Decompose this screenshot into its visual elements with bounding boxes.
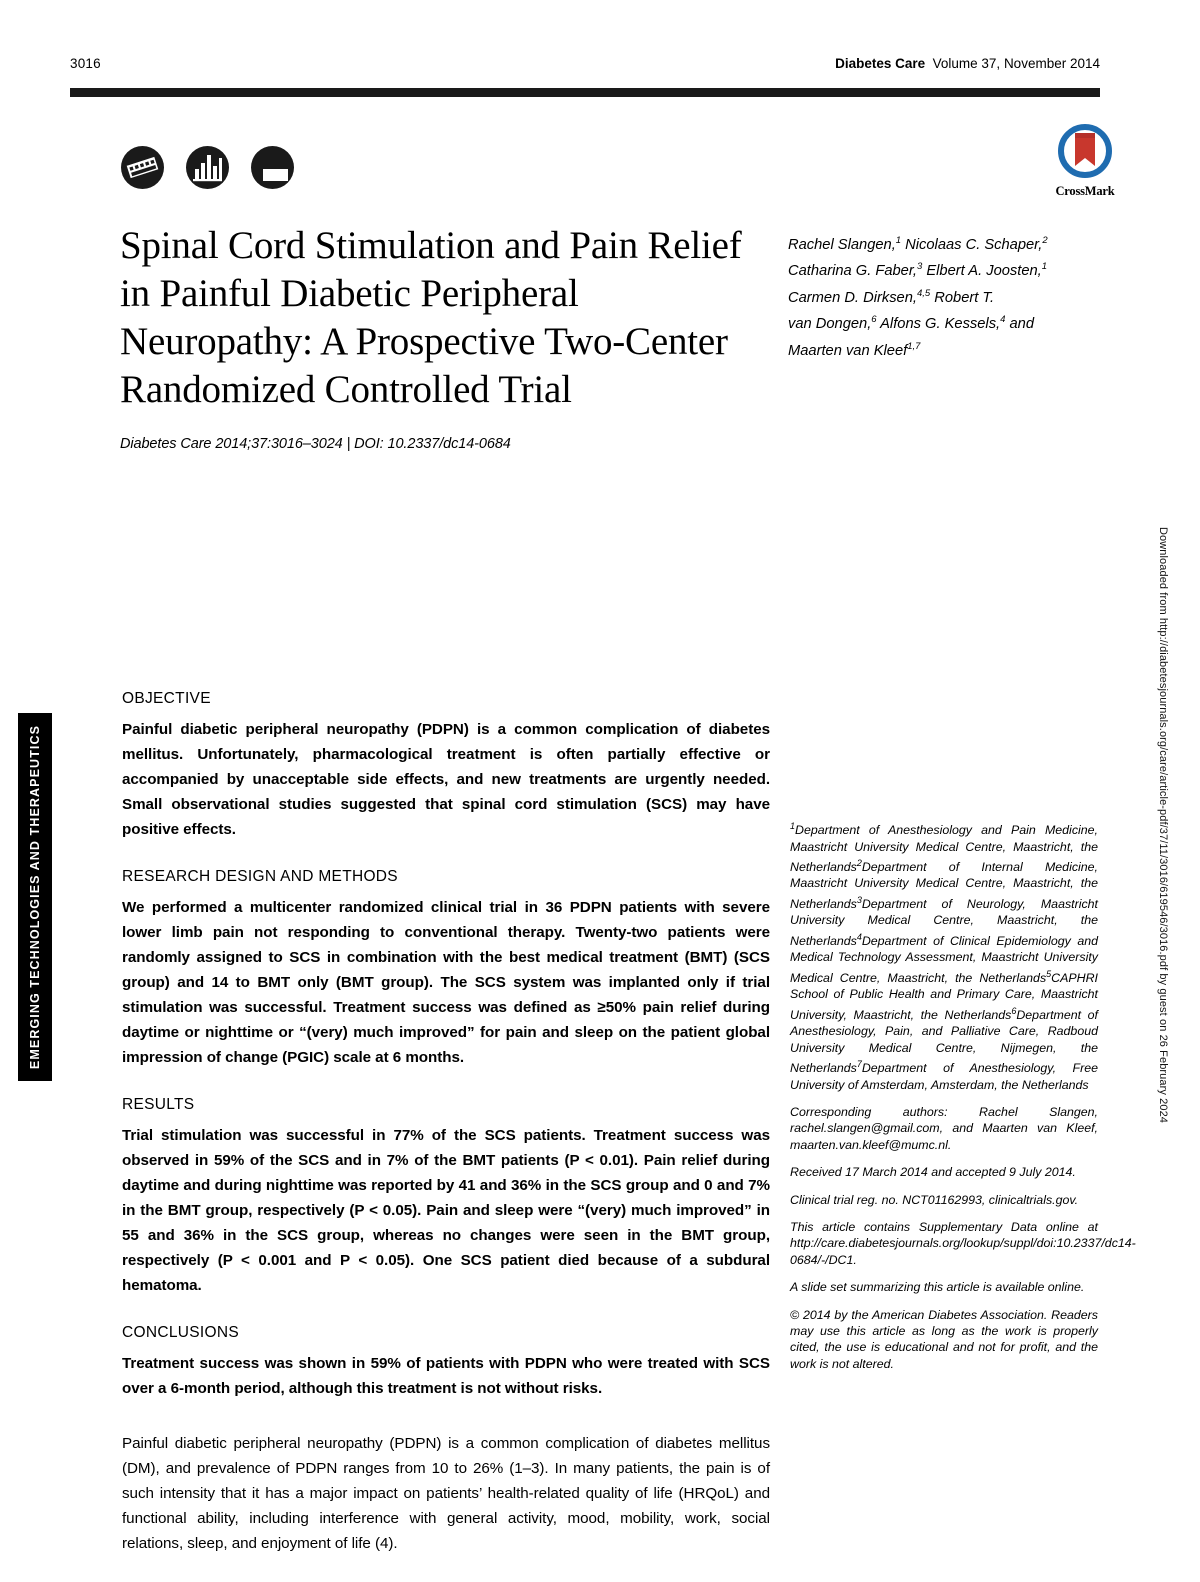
crossmark-logo[interactable] — [1048, 124, 1122, 199]
author-affil-marker: 1 — [1041, 261, 1048, 273]
citation-line: Diabetes Care 2014;37:3016–3024 | DOI: 10.2337/dc14-0684 — [120, 436, 511, 452]
crossmark-label: CrossMark — [1055, 184, 1115, 198]
journal-info — [835, 56, 1100, 71]
corresponding-authors: Corresponding authors: Rachel Slangen, rachel.slangen@gmail.com, and Maarten van Kleef, maarten.van.kleef@mumc.nl. — [790, 1104, 1098, 1152]
running-head — [70, 56, 1100, 71]
page-folio: 3016 — [70, 56, 101, 71]
conclusions-text: Treatment success was shown in 59% of patients with PDPN who were treated with SCS over a 6-month period, although this treatment is not without risks. — [122, 1355, 770, 1397]
header-rule — [70, 88, 1100, 97]
methods-heading: RESEARCH DESIGN AND METHODS — [122, 868, 398, 885]
methods-text: We performed a multicenter randomized clinical trial in 36 PDPN patients with severe lower limb pain not responding to conventional therapy. Twenty-two patients were randomly assigned to SCS in combination with the best medical treatment (BMT) (SCS group) and 14 to BMT only (BMT group). The SCS system was implanted only if trial stimulation was successful. Treatment success was defined as ≥50% pain relief during daytime or nighttime or “(very) much improved” for pain and sleep on the patient global impression of change (PGIC) scale at 6 months. — [122, 899, 770, 1066]
affiliation-marker: 7 — [856, 1059, 862, 1070]
results-text: Trial stimulation was successful in 77% of the SCS patients. Treatment success was observed in 59% of the SCS and in 7% of the BMT patients (P < 0.01). Pain relief during daytime and during nighttime was reported by 41 and 36% in the SCS group and 0 and 7% in the BMT group, respectively (P < 0.05). Pain and sleep were “(very) much improved” in 55 and 36% in the SCS group, whereas no changes were seen in the BMT group, respectively (P < 0.001 and P < 0.05). One SCS patient died because of a subdural hematoma. — [122, 1127, 770, 1294]
author-affil-marker: 4 — [1000, 314, 1006, 326]
author-name: Elbert A. Joosten, — [922, 263, 1042, 280]
affiliation-marker: 5 — [1046, 968, 1052, 979]
affiliation-text: Department of Internal Medicine, Maastricht University Medical Centre, Maastricht, the Netherlands — [790, 860, 1098, 911]
author-affil-marker: 1,7 — [907, 340, 921, 352]
intro-paragraph: Painful diabetic peripheral neuropathy (PDPN) is a common complication of diabetes mellitus (DM), and prevalence of PDPN ranges from 10 to 26% (1–3). In many patients, the pain is of such intensity that it has a major impact on patients’ health-related quality of life (HRQoL) and functional ability, including interference with general activity, mood, mobility, work, social relations, sleep, and enjoyment of life (4). — [122, 1435, 770, 1552]
affiliation-marker: 3 — [856, 894, 862, 905]
trial-registration: Clinical trial reg. no. NCT01162993, clinicaltrials.gov. — [790, 1192, 1079, 1207]
author-name: Robert T. — [930, 289, 995, 306]
page-title: Spinal Cord Stimulation and Pain Relief in Painful Diabetic Peripheral Neuropathy: A Prospective Two-Center Randomized Controlled Trial — [120, 224, 742, 411]
download-watermark — [1154, 455, 1172, 1195]
affiliation-list — [790, 818, 1098, 1093]
author-affil-marker: 6 — [871, 314, 877, 326]
received-accepted: Received 17 March 2014 and accepted 9 July 2014. — [790, 1165, 1076, 1180]
slide-set-icon[interactable] — [120, 145, 165, 190]
author-name: Carmen D. Dirksen, — [788, 289, 917, 306]
author-name: Maarten van Kleef — [788, 342, 908, 359]
conclusions-heading: CONCLUSIONS — [122, 1324, 239, 1341]
affiliation-marker: 2 — [856, 857, 862, 868]
journal-volume: Volume 37, November 2014 — [932, 56, 1100, 71]
section-tab — [18, 713, 52, 1081]
author-list — [788, 230, 1098, 362]
section-tab-label: EMERGING TECHNOLOGIES AND THERAPEUTICS — [28, 724, 42, 1070]
author-name: Nicolaas C. Schaper, — [901, 236, 1043, 253]
download-watermark-text: Downloaded from http://diabetesjournals.org/care/article-pdf/37/11/3016/619546/3016.pdf by guest on 26 February 2024 — [1157, 526, 1169, 1124]
affiliation-text: Department of Anesthesiology, Pain, and Palliative Care, Radboud University Medical Centre, Nijmegen, the Netherlands — [790, 1007, 1099, 1076]
author-name: Rachel Slangen, — [788, 236, 896, 253]
author-affil-marker: 4,5 — [916, 287, 931, 299]
affiliation-text: Department of Neurology, Maastricht University Medical Centre, Maastricht, the Netherlands — [790, 897, 1098, 948]
author-name: van Dongen, — [788, 316, 872, 333]
slide-set-note: A slide set summarizing this article is available online. — [790, 1280, 1085, 1295]
article-type-icons — [120, 145, 295, 190]
affiliation-text: Department of Anesthesiology and Pain Medicine, Maastricht University Medical Centre, Maastricht, the Netherlands — [790, 823, 1098, 875]
affiliation-text: Department of Anesthesiology, Free University of Amsterdam, Amsterdam, the Netherlands — [790, 1061, 1098, 1092]
crossmark-mark — [1048, 124, 1122, 178]
author-affil-marker: 3 — [917, 261, 923, 273]
copyright-note: © 2014 by the American Diabetes Association. Readers may use this article as long as the work is properly cited, the use is educational and not for profit, and the work is not altered. — [790, 1307, 1098, 1371]
author-name: Alfons G. Kessels, — [876, 316, 1001, 333]
results-heading: RESULTS — [122, 1096, 195, 1113]
affiliation-marker: 6 — [1011, 1005, 1017, 1016]
supplementary-data-note: This article contains Supplementary Data online at http://care.diabetesjournals.org/lookup/suppl/doi:10.2337/dc14-0684/-/DC1. — [790, 1220, 1136, 1267]
author-name: Catharina G. Faber, — [788, 263, 917, 280]
affiliation-marker: 1 — [790, 821, 796, 831]
abstract-column — [122, 690, 770, 1556]
author-affil-marker: 1 — [895, 235, 902, 246]
objective-text: Painful diabetic peripheral neuropathy (PDPN) is a common complication of diabetes mellitus. Unfortunately, pharmacological treatment is often partially effective or accompanied by unacceptable side effects, and new treatments are urgently needed. Small observational studies suggested that spinal cord stimulation (SCS) may have positive effects. — [122, 721, 770, 838]
title-block — [120, 222, 760, 452]
document-icon[interactable] — [250, 145, 295, 190]
affiliation-text: Department of Clinical Epidemiology and Medical Technology Assessment, Maastricht University Medical Centre, Maastricht, the Netherlands — [790, 933, 1098, 985]
affiliation-text: CAPHRI School of Public Health and Primary Care, Maastricht University, Maastricht, the Netherlands — [790, 970, 1098, 1022]
journal-name: Diabetes Care — [835, 56, 926, 71]
bar-chart-icon[interactable] — [185, 145, 230, 190]
author-conjunction: and — [1005, 316, 1035, 333]
footnotes-column — [790, 818, 1136, 1372]
author-affil-marker: 2 — [1042, 235, 1048, 246]
objective-heading: OBJECTIVE — [122, 690, 211, 707]
affiliation-marker: 4 — [856, 931, 862, 942]
